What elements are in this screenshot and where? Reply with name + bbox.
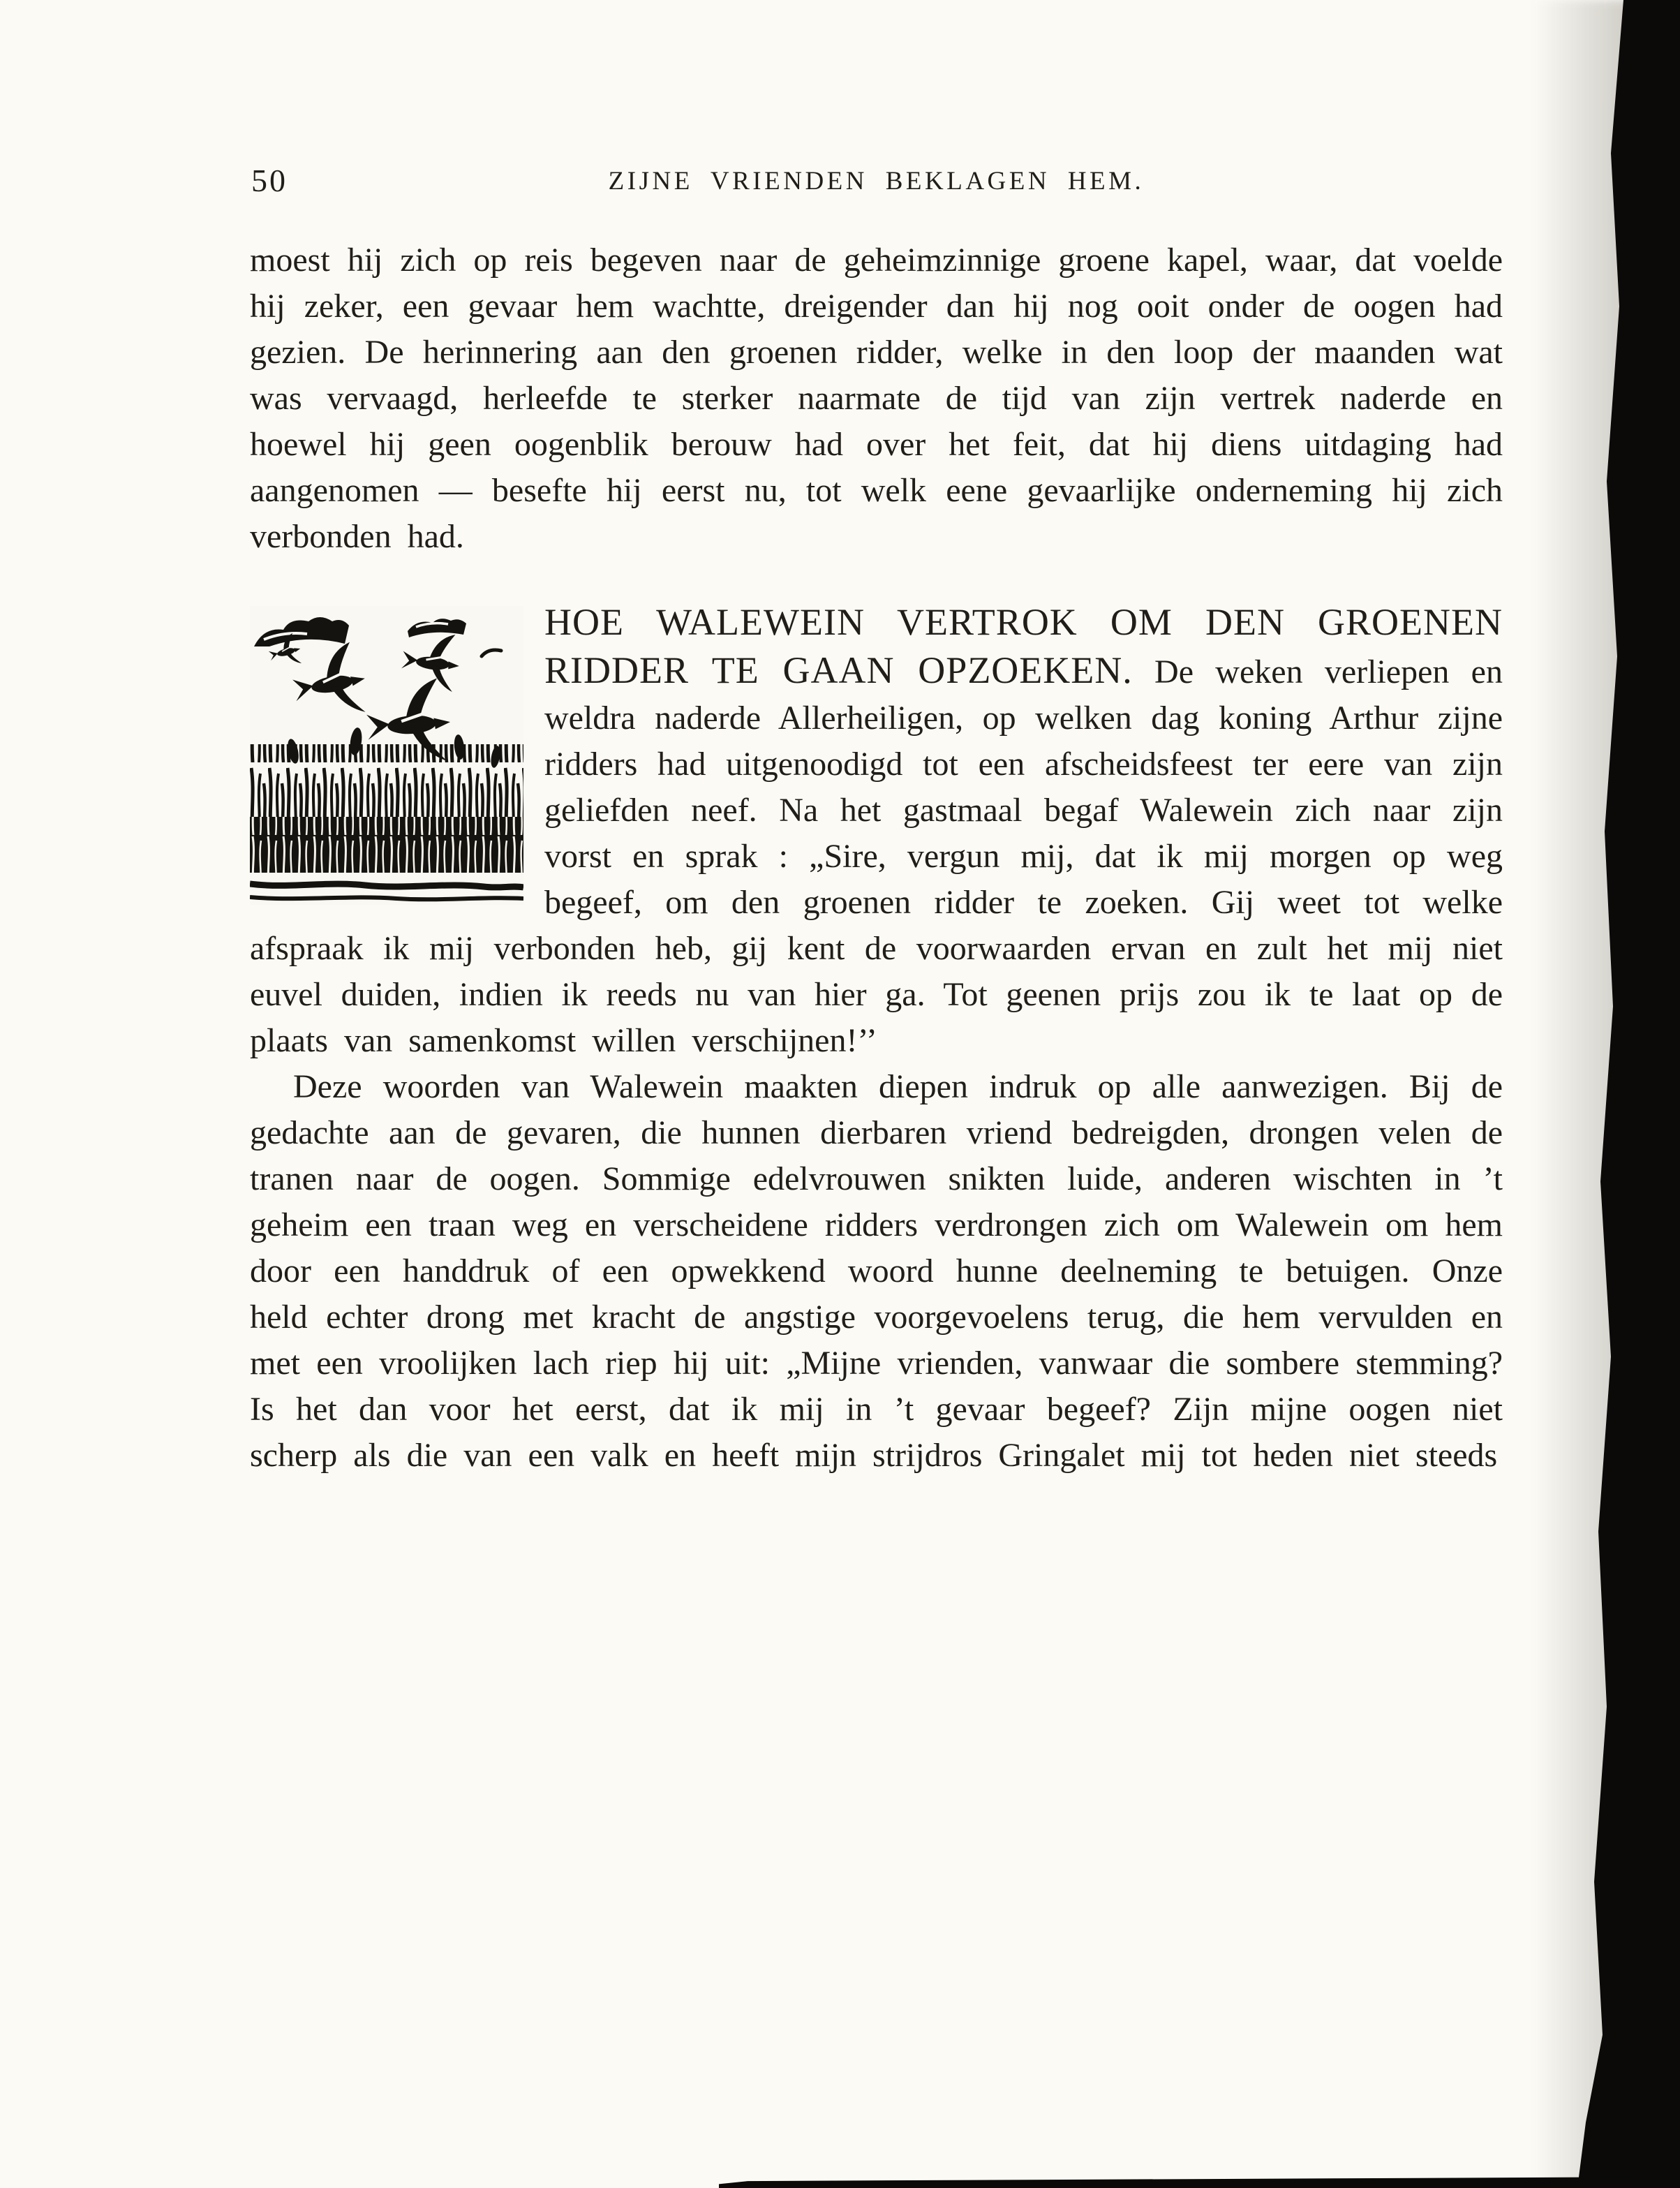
page-header	[250, 162, 1503, 202]
section-text: De weken verliepen en weldra naderde Allerheiligen, op welken dag koning Arthur zijne ridders had uitgenoodigd tot een afscheidsfeest ter eere van zijn geliefden neef. Na het gastmaal begaf Walewein zich naar zijn vorst en sprak : „Sire, vergun mij, dat ik mij morgen op weg begeef, om den groenen ridder te zoeken. Gij weet tot welke afspraak ik mij verbonden heb, gij kent de voorwaarden ervan en zult het mij niet euvel duiden, indien ik reeds nu van hier ga. Tot geenen prijs zou ik te laat op de plaats van samenkomst willen verschijnen!’’	[250, 653, 1503, 1059]
running-title: ZIJNE VRIENDEN BEKLAGEN HEM.	[608, 167, 1145, 195]
section-heading: HOE WALEWEIN VERTROK OM DEN GROENEN RIDDER TE GAAN OPZOEKEN.	[544, 601, 1503, 691]
woodcut-illustration	[250, 606, 523, 905]
reeds-group	[250, 727, 523, 873]
paragraph-opening: moest hij zich op reis begeven naar de geheimzinnige groene kapel, waar, dat voelde hij zeker, een gevaar hem wachtte, dreigender dan hij nog ooit onder de oogen had gezien. De herinnering aan den groenen ridder, welke in den loop der maanden wat was vervaagd, herleefde te sterker naarmate de tijd van zijn vertrek naderde en hoewel hij geen oogenblik berouw had over het feit, dat hij diens uitdaging had aangenomen — besefte hij eerst nu, tot welk eene gevaarlijke onderneming hij zich verbonden had.	[250, 242, 1503, 555]
text-block	[250, 237, 1503, 1479]
woodcut-svg	[250, 606, 523, 905]
paragraph-farewell: Deze woorden van Walewein maakten diepen indruk op alle aanwezigen. Bij de gedachte aan de gevaren, die hunnen dierbaren vriend bedreigden, drongen velen de tranen naar de oogen. Sommige edelvrouwen snikten luide, anderen wischten in ’t geheim een traan weg en verscheidene ridders verdrongen zich om Walewein om hem door een handdruk of een opwekkend woord hunne deelneming te betuigen. Onze held echter drong met kracht de angstige voorgevoelens terug, die hem vervulden en met een vroolijken lach riep hij uit: „Mijne vrienden, vanwaar die sombere stemming? Is het dan voor het eerst, dat ik mij in ’t gevaar begeef? Zijn mijne oogen niet scherp als die van een valk en heeft mijn strijdros Gringalet mij tot heden niet steeds	[250, 1068, 1503, 1474]
chapter-section	[250, 599, 1503, 1064]
page-number: 50	[251, 163, 288, 198]
